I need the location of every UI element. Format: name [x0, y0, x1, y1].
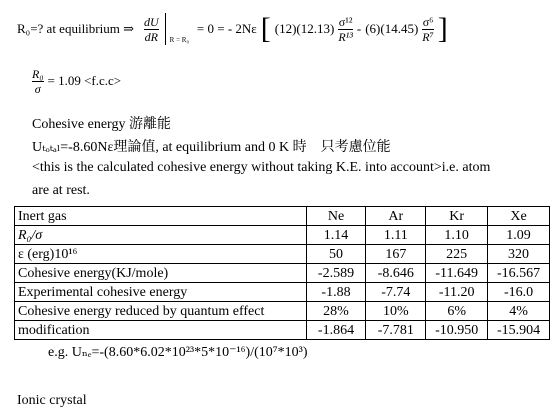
table-cell: 320 — [488, 245, 550, 264]
table-cell: -11.649 — [426, 264, 488, 283]
term2-numerator: σ⁶ — [422, 14, 434, 29]
row-label: Cohesive energy(KJ/mole) — [15, 264, 307, 283]
table-row — [15, 245, 550, 264]
table-cell: 4% — [488, 302, 550, 321]
term1-fraction — [338, 15, 353, 44]
table-cell: -7.781 — [366, 321, 426, 340]
derivative-numerator: dU — [144, 14, 159, 29]
ratio-value: = 1.09 <f.c.c> — [47, 73, 122, 88]
row-label: modification — [15, 321, 307, 340]
table-cell: 1.10 — [426, 226, 488, 245]
table-cell: 1.14 — [306, 226, 366, 245]
term2-denominator: R⁷ — [422, 29, 434, 44]
cohesive-energy-table — [14, 206, 550, 340]
table-header-cell: Ne — [306, 207, 366, 226]
table-cell: -16.567 — [488, 264, 550, 283]
evaluation-subscript: R = R₀ — [169, 36, 189, 44]
table-cell: -15.904 — [488, 321, 550, 340]
derivative-denominator: dR — [144, 29, 158, 44]
table-row — [15, 321, 550, 340]
derivative-fraction — [144, 15, 159, 44]
term2-coefficient: (6)(14.45) — [365, 21, 419, 36]
table-cell: -1.88 — [306, 283, 366, 302]
table-cell: 225 — [426, 245, 488, 264]
table-cell: 6% — [426, 302, 488, 321]
table-cell: -7.74 — [366, 283, 426, 302]
table-row — [15, 226, 550, 245]
ratio-denominator: σ — [34, 81, 41, 96]
right-bracket: ] — [437, 12, 448, 45]
equals-zero: = 0 = - 2Nε — [196, 21, 257, 36]
table-cell: -16.0 — [488, 283, 550, 302]
table-cell: 1.09 — [488, 226, 550, 245]
equilibrium-lhs: R₀=? at equilibrium ⇒ — [17, 21, 134, 36]
ratio-equation — [32, 64, 121, 98]
equilibrium-equation — [17, 4, 448, 54]
term1-denominator: R¹³ — [338, 29, 353, 44]
cohesive-energy-title: Cohesive energy 游離能 — [32, 117, 171, 132]
minus-sign: - — [356, 21, 362, 36]
table-cell: 10% — [366, 302, 426, 321]
table-cell: -10.950 — [426, 321, 488, 340]
table-cell: -2.589 — [306, 264, 366, 283]
table-cell: 1.11 — [366, 226, 426, 245]
row-label: Cohesive energy reduced by quantum effect — [15, 302, 307, 321]
table-cell: 50 — [306, 245, 366, 264]
example-calculation: e.g. Uₙₑ=-(8.60*6.02*10²³*5*10⁻¹⁶)/(10⁷*10³) — [48, 345, 308, 360]
table-row — [15, 283, 550, 302]
table-header-cell: Inert gas — [15, 207, 307, 226]
term2-fraction — [422, 15, 434, 44]
term1-coefficient: (12)(12.13) — [274, 21, 335, 36]
table-cell: -1.864 — [306, 321, 366, 340]
table-header-cell: Ar — [366, 207, 426, 226]
term1-numerator: σ¹² — [338, 14, 353, 29]
table-row — [15, 264, 550, 283]
note-line-1: <this is the calculated cohesive energy without taking K.E. into account>i.e. atom — [32, 160, 491, 175]
ratio-fraction — [32, 67, 44, 96]
row-label: Experimental cohesive energy — [15, 283, 307, 302]
left-bracket: [ — [260, 12, 271, 45]
table-cell: -11.20 — [426, 283, 488, 302]
table-header-cell: Kr — [426, 207, 488, 226]
row-label: R₀/σ — [15, 226, 307, 245]
note-line-2: are at rest. — [32, 183, 90, 198]
table-row — [15, 302, 550, 321]
ratio-numerator: R₀ — [32, 66, 44, 81]
row-label: ε (erg)10¹⁶ — [15, 245, 307, 264]
ionic-crystal-heading: Ionic crystal — [17, 393, 87, 408]
table-cell: 167 — [366, 245, 426, 264]
table-header-cell: Xe — [488, 207, 550, 226]
table-cell: -8.646 — [366, 264, 426, 283]
utotal-line: Uₜₒₜₐₗ=-8.60Nε理論值, at equilibrium and 0 K 時 只考慮位能 — [32, 140, 391, 155]
table-header-row — [15, 207, 550, 226]
table-cell: 28% — [306, 302, 366, 321]
evaluation-bar — [165, 13, 166, 45]
